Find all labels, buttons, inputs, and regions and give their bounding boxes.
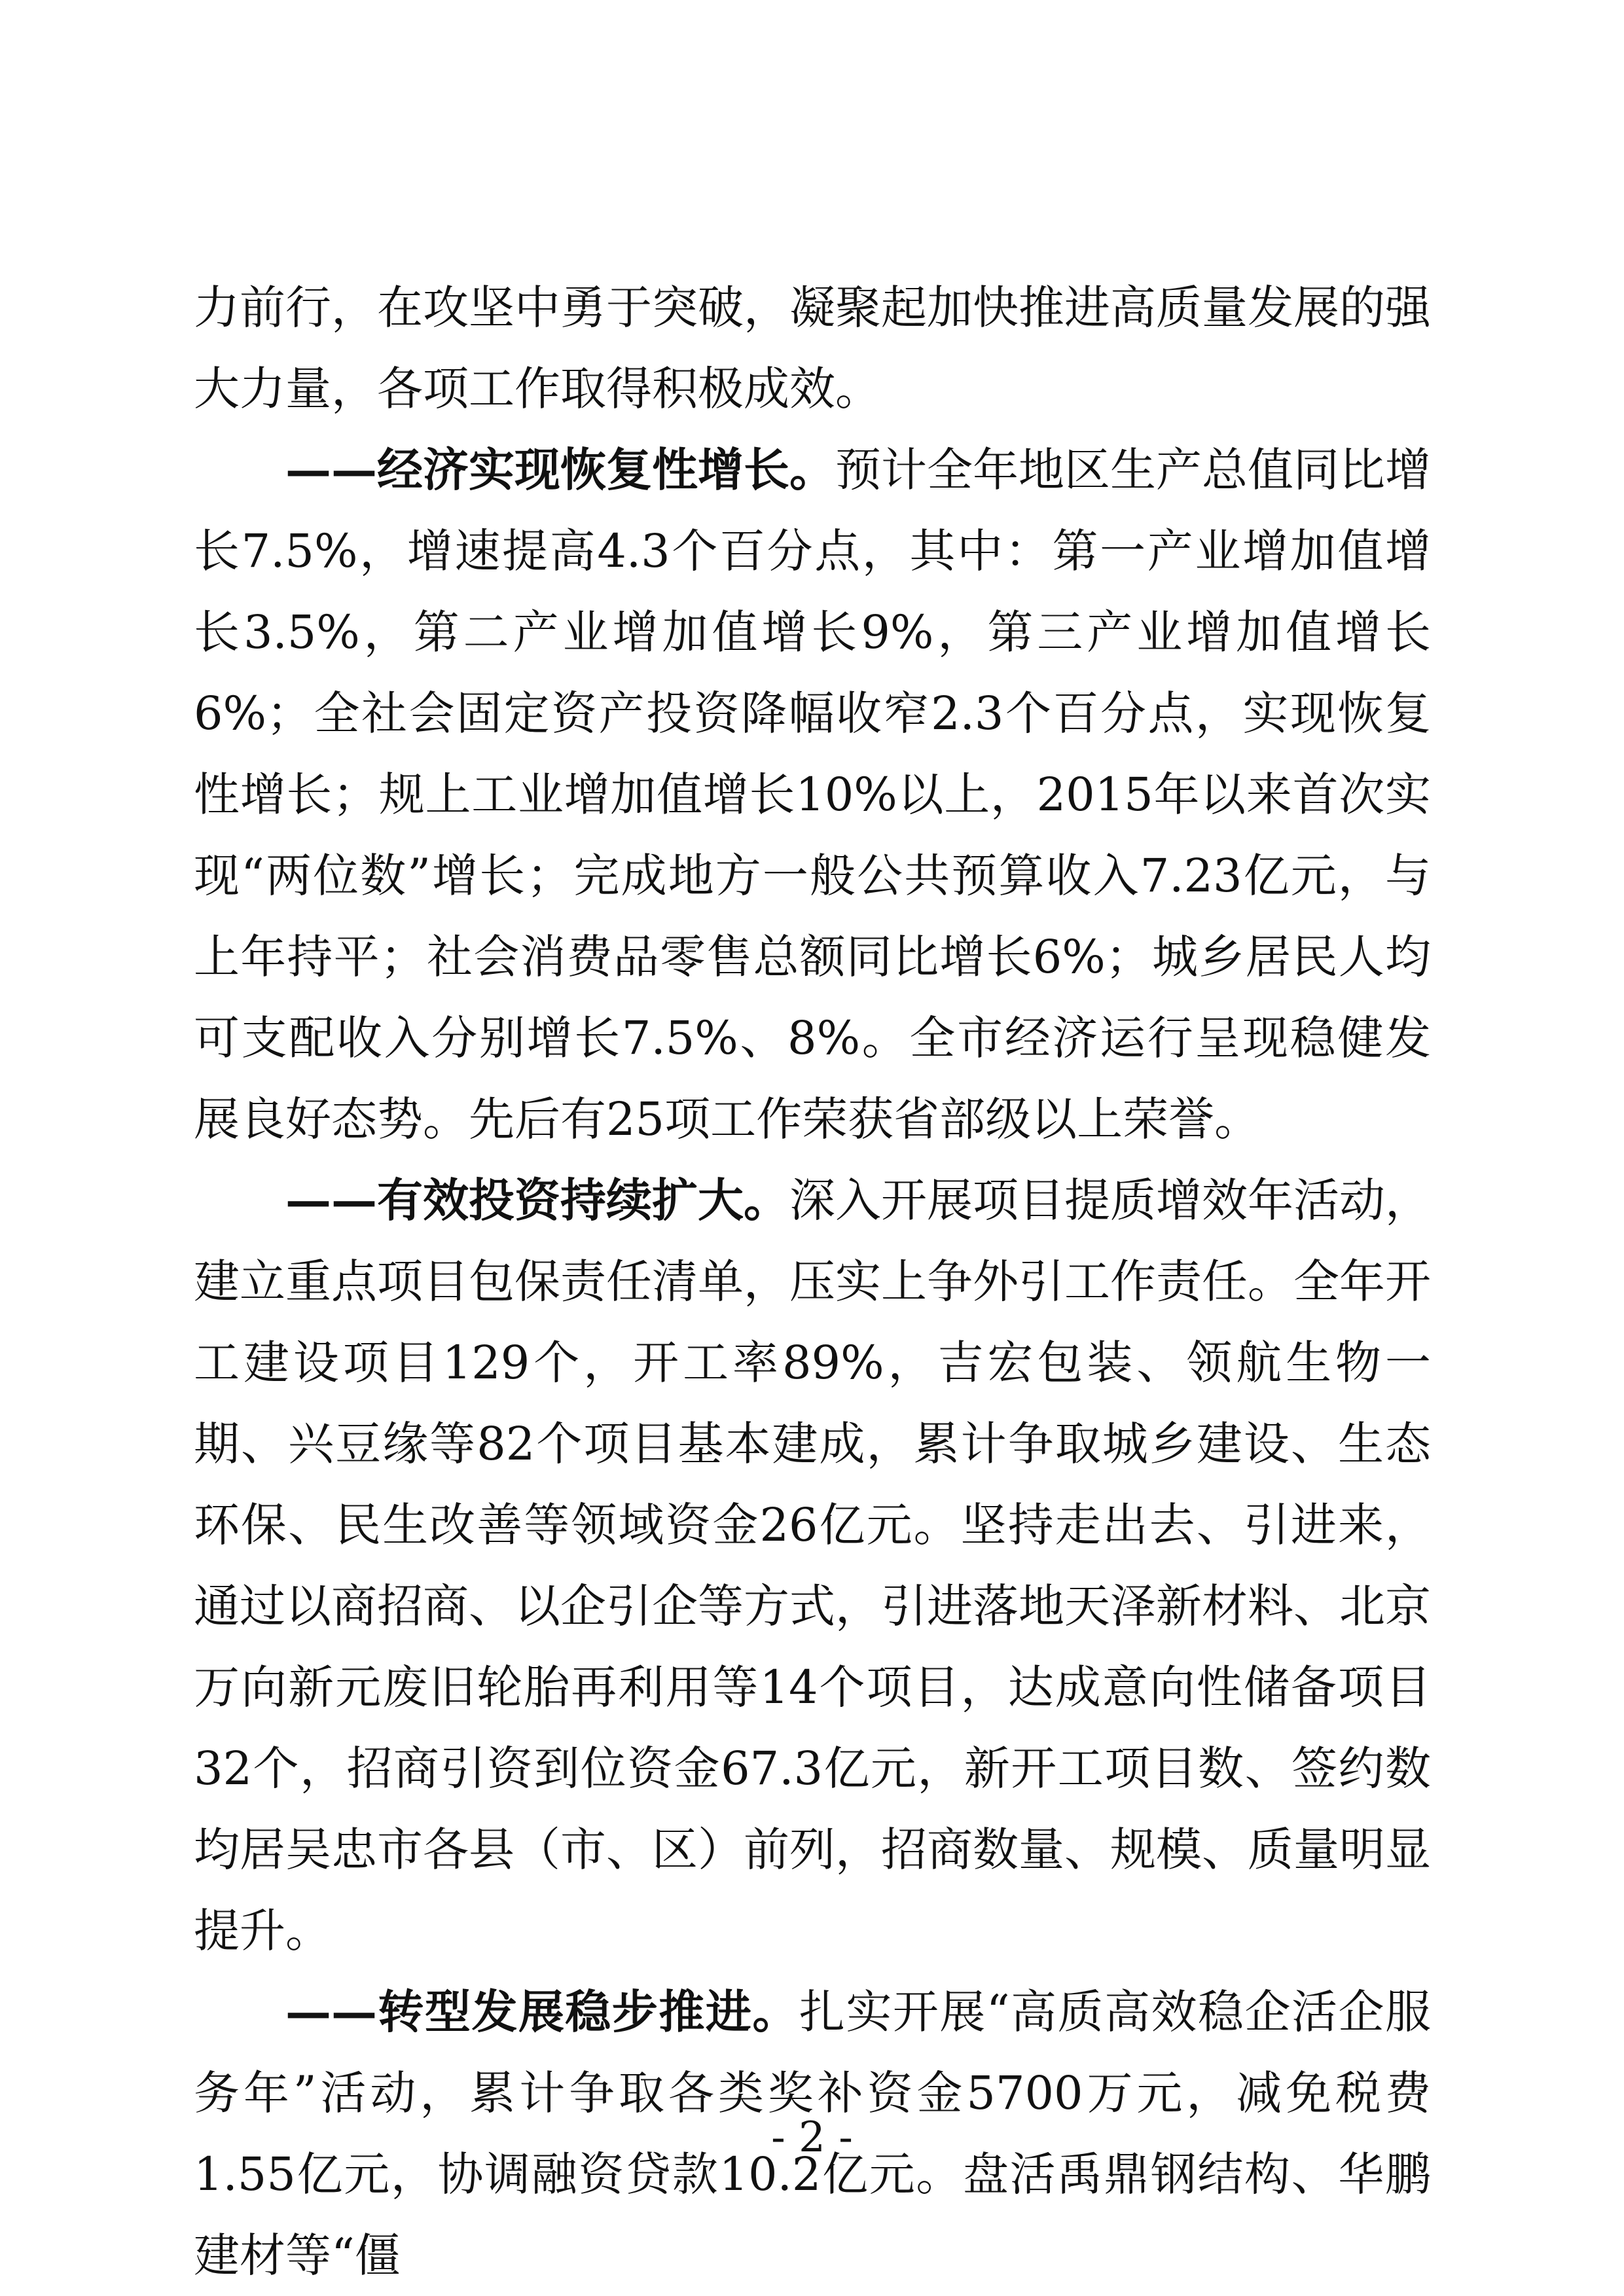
paragraph-heading: ——转型发展稳步推进。 [285, 1984, 799, 2039]
paragraph-continuation [194, 267, 1431, 429]
paragraph-investment [194, 1160, 1431, 1971]
paragraph-heading: ——有效投资持续扩大。 [285, 1173, 789, 1227]
paragraph-text: 深入开展项目提质增效年活动，建立重点项目包保责任清单，压实上争外引工作责任。全年开工建设项目129个，开工率89%，吉宏包装、领航生物一期、兴豆缘等82个项目基本建成，累计争取城乡建设、生态环保、民生改善等领域资金26亿元。坚持走出去、引进来，通过以商招商、以企引企等方式，引进落地天泽新材料、北京万向新元废旧轮胎再利用等14个项目，达成意向性储备项目32个，招商引资到位资金67.3亿元，新开工项目数、签约数均居吴忠市各县（市、区）前列，招商数量、规模、质量明显提升。 [194, 1174, 1431, 1958]
paragraph-text: 预计全年地区生产总值同比增长7.5%，增速提高4.3个百分点，其中：第一产业增加值增长3.5%，第二产业增加值增长9%，第三产业增加值增长6%；全社会固定资产投资降幅收窄2.3个百分点，实现恢复性增长；规上工业增加值增长10%以上，2015年以来首次实现“两位数”增长；完成地方一般公共预算收入7.23亿元，与上年持平；社会消费品零售总额同比增长6%；城乡居民人均可支配收入分别增长7.5%、8%。全市经济运行呈现稳健发展良好态势。先后有25项工作荣获省部级以上荣誉。 [194, 443, 1431, 1146]
paragraph-heading: ——经济实现恢复性增长。 [285, 442, 835, 497]
paragraph-economic-growth [194, 429, 1431, 1160]
paragraph-text: 扎实开展“高质高效稳企活企服务年”活动，累计争取各类奖补资金5700万元，减免税费1.55亿元，协调融资贷款10.2亿元。盘活禹鼎钢结构、华鹏建材等“僵 [194, 1985, 1431, 2282]
page-number: - 2 - [771, 2113, 853, 2162]
body-text [194, 267, 1431, 2296]
paragraph-text: 力前行，在攻坚中勇于突破，凝聚起加快推进高质量发展的强大力量，各项工作取得积极成效。 [194, 281, 1431, 416]
